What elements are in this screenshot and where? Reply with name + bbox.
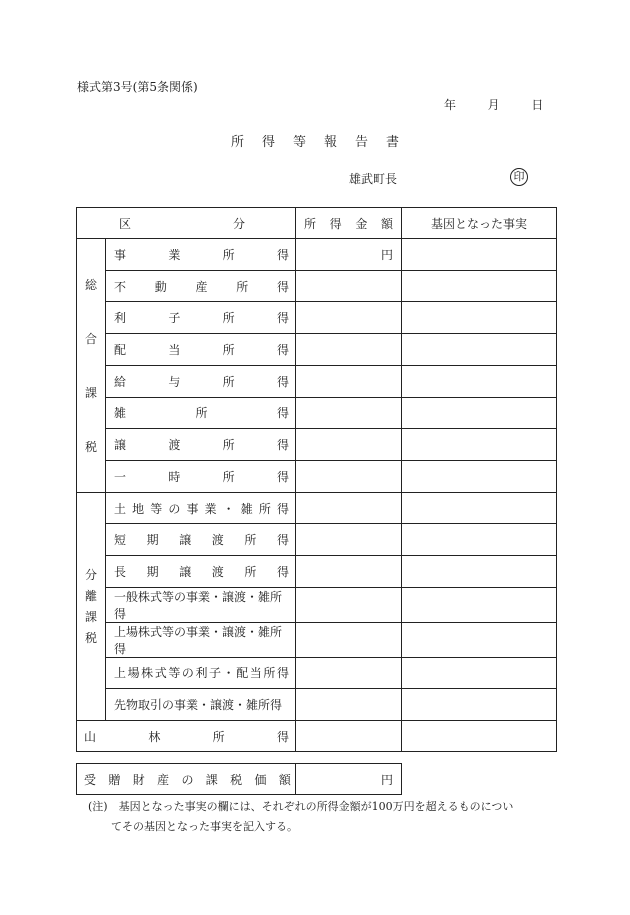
income-row <box>77 397 557 429</box>
sogo-label-char: 課 <box>84 385 97 400</box>
income-type-char: 得 <box>276 279 289 294</box>
gift-label-char: 受 <box>84 772 97 787</box>
income-type-char: 事 <box>114 247 127 262</box>
income-type-char: 雑 <box>114 406 127 421</box>
income-row <box>77 239 557 271</box>
date-day-label: 日 <box>531 98 544 112</box>
gift-label-char: 税 <box>230 772 243 787</box>
income-type-char: ・ <box>222 501 235 516</box>
income-type-label <box>106 657 296 689</box>
header-amount-char: 額 <box>380 216 393 231</box>
income-amount-cell[interactable] <box>296 429 402 461</box>
title-char: 得 <box>261 135 275 150</box>
income-type-char: 場 <box>127 666 140 681</box>
income-type-char: 式 <box>154 666 167 681</box>
sogo-label-char: 税 <box>84 439 97 454</box>
income-type-char: 所 <box>222 311 235 326</box>
income-type-label <box>106 302 296 334</box>
income-type-char: 譲 <box>179 533 192 548</box>
income-type-char: 得 <box>276 469 289 484</box>
reason-cell[interactable] <box>402 622 557 657</box>
income-row <box>77 689 557 721</box>
title-char: 告 <box>355 135 369 150</box>
income-type-char: 一般株式等の事業・譲渡・雑所得 <box>114 589 283 621</box>
income-amount-cell[interactable] <box>296 720 402 752</box>
title-char: 等 <box>292 135 306 150</box>
income-type-char: 得 <box>276 406 289 421</box>
header-amount <box>296 208 402 239</box>
gift-label-char: の <box>181 772 194 787</box>
income-type-char: 期 <box>146 533 159 548</box>
income-type-char: 得 <box>276 343 289 358</box>
reason-cell[interactable] <box>402 720 557 752</box>
income-type-char: 当 <box>249 666 262 681</box>
gift-label-char: 産 <box>157 772 170 787</box>
income-row <box>77 555 557 587</box>
document-title <box>0 131 630 150</box>
seal-mark: 印 <box>510 168 528 186</box>
income-type-char: 産 <box>195 279 208 294</box>
income-type-char: 得 <box>276 564 289 579</box>
income-type-char: 所 <box>222 438 235 453</box>
income-type-char: 配 <box>114 343 127 358</box>
gift-label-char: 課 <box>205 772 218 787</box>
header-category <box>77 208 296 239</box>
title-char: 所 <box>230 135 244 150</box>
sanrin-char: 山 <box>84 729 97 744</box>
income-type-char: 一 <box>114 469 127 484</box>
reason-cell[interactable] <box>402 239 557 271</box>
income-type-char: 得 <box>276 438 289 453</box>
title-char: 書 <box>386 135 400 150</box>
header-reason: 基因となった事実 <box>402 208 557 239</box>
income-type-char: 等 <box>168 666 181 681</box>
income-type-char: 所 <box>244 533 257 548</box>
income-type-label <box>106 334 296 366</box>
sanrin-char: 林 <box>148 729 161 744</box>
addressee: 雄武町長 <box>349 172 398 186</box>
bunri-label-char: 分 <box>84 568 97 583</box>
income-type-char: 上場株式等の事業・譲渡・雑所得 <box>114 624 283 656</box>
table-header-row <box>77 208 557 239</box>
income-type-char: 期 <box>146 564 159 579</box>
reason-cell[interactable] <box>402 365 557 397</box>
income-amount-cell[interactable] <box>296 302 402 334</box>
gift-table <box>76 763 402 795</box>
income-type-char: 不 <box>114 279 127 294</box>
income-type-char: 所 <box>222 469 235 484</box>
income-amount-cell[interactable] <box>296 622 402 657</box>
income-type-label <box>106 365 296 397</box>
form-number: 様式第3号(第5条関係) <box>77 80 198 94</box>
income-type-char: 配 <box>236 666 249 681</box>
sanrin-label <box>77 720 296 752</box>
income-type-char: 得 <box>276 311 289 326</box>
reason-cell[interactable] <box>402 461 557 493</box>
sogo-label-char: 合 <box>84 331 97 346</box>
reason-cell[interactable] <box>402 689 557 721</box>
income-type-char: 給 <box>114 374 127 389</box>
income-row <box>77 302 557 334</box>
gift-label-char: 贈 <box>108 772 121 787</box>
income-row <box>77 461 557 493</box>
income-type-char: 動 <box>154 279 167 294</box>
income-type-char: 利 <box>114 311 127 326</box>
reason-cell[interactable] <box>402 302 557 334</box>
sogo-label-char: 総 <box>84 277 97 292</box>
gift-label <box>77 764 296 795</box>
income-type-char: 雑 <box>240 501 253 516</box>
income-row-sanrin <box>77 720 557 752</box>
income-type-label <box>106 524 296 556</box>
bunri-label-char: 課 <box>84 610 97 625</box>
income-type-char: 得 <box>276 374 289 389</box>
income-amount-cell[interactable] <box>296 492 402 524</box>
note-line-1: (注) 基因となった事実の欄には、それぞれの所得金額が100万円を超えるものについ <box>88 800 514 813</box>
income-type-label <box>106 397 296 429</box>
reason-cell[interactable] <box>402 397 557 429</box>
income-type-char: 時 <box>168 469 181 484</box>
income-amount-cell[interactable] <box>296 524 402 556</box>
reason-cell[interactable] <box>402 492 557 524</box>
header-category-char: 区 <box>119 216 132 231</box>
income-amount-cell[interactable] <box>296 461 402 493</box>
income-type-char: 所 <box>244 564 257 579</box>
header-amount-char: 得 <box>329 216 342 231</box>
income-type-char: 得 <box>276 533 289 548</box>
income-type-char: 渡 <box>168 438 181 453</box>
income-row <box>77 524 557 556</box>
reason-cell[interactable] <box>402 524 557 556</box>
income-type-label <box>106 492 296 524</box>
income-type-char: 利 <box>195 666 208 681</box>
income-type-char: 所 <box>236 279 249 294</box>
income-type-char: 先物取引の事業・譲渡・雑所得 <box>114 697 283 712</box>
sanrin-char: 所 <box>212 729 225 744</box>
income-type-char: 与 <box>168 374 181 389</box>
income-row <box>77 334 557 366</box>
income-type-char: 短 <box>114 533 127 548</box>
income-row <box>77 492 557 524</box>
income-amount-cell[interactable] <box>296 397 402 429</box>
income-type-char: 子 <box>209 666 222 681</box>
income-type-char: 上 <box>114 666 127 681</box>
bunri-label-char: 離 <box>84 589 97 604</box>
income-amount-cell[interactable] <box>296 657 402 689</box>
gift-amount-cell[interactable]: 円 <box>296 764 402 795</box>
income-row <box>77 365 557 397</box>
income-type-char: 得 <box>276 501 289 516</box>
date-line <box>444 96 543 113</box>
income-type-char: 株 <box>141 666 154 681</box>
income-type-char: ・ <box>222 666 235 681</box>
income-type-char: 事 <box>186 501 199 516</box>
income-type-label <box>106 622 296 657</box>
income-type-char: 渡 <box>211 533 224 548</box>
income-type-label <box>106 429 296 461</box>
income-type-char: 所 <box>258 501 271 516</box>
income-type-char: 譲 <box>114 438 127 453</box>
header-amount-char: 所 <box>304 216 317 231</box>
income-type-label <box>106 270 296 302</box>
income-row <box>77 622 557 657</box>
income-row <box>77 587 557 622</box>
bunri-label-char: 税 <box>84 631 97 646</box>
income-amount-cell[interactable] <box>296 555 402 587</box>
income-type-char: 所 <box>222 343 235 358</box>
income-amount-cell[interactable] <box>296 334 402 366</box>
income-type-label <box>106 461 296 493</box>
income-amount-cell[interactable] <box>296 689 402 721</box>
income-type-label <box>106 689 296 721</box>
income-amount-cell[interactable] <box>296 365 402 397</box>
income-type-label <box>106 555 296 587</box>
income-type-char: 所 <box>195 406 208 421</box>
income-type-char: 渡 <box>211 564 224 579</box>
income-type-char: 土 <box>114 501 127 516</box>
income-table <box>76 207 557 752</box>
income-type-char: 地 <box>132 501 145 516</box>
income-type-char: 長 <box>114 564 127 579</box>
date-month-label: 月 <box>487 98 500 112</box>
income-type-label <box>106 239 296 271</box>
income-type-char: 業 <box>168 247 181 262</box>
income-type-char: 所 <box>222 374 235 389</box>
reason-cell[interactable] <box>402 555 557 587</box>
gift-label-char: 財 <box>132 772 145 787</box>
income-type-char: 所 <box>222 247 235 262</box>
reason-cell[interactable] <box>402 587 557 622</box>
income-type-char: 業 <box>204 501 217 516</box>
reason-cell[interactable] <box>402 270 557 302</box>
reason-cell[interactable] <box>402 334 557 366</box>
note-line-2: てその基因となった事実を記入する。 <box>111 820 298 833</box>
income-row <box>77 429 557 461</box>
income-type-char: 得 <box>276 247 289 262</box>
gift-label-char: 価 <box>254 772 267 787</box>
sogo-label <box>77 239 106 493</box>
header-category-char: 分 <box>232 216 245 231</box>
bunri-label <box>77 492 106 720</box>
income-type-char: 所 <box>263 666 276 681</box>
gift-row <box>77 764 402 795</box>
income-row <box>77 270 557 302</box>
sanrin-char: 得 <box>276 729 289 744</box>
reason-cell[interactable] <box>402 657 557 689</box>
reason-cell[interactable] <box>402 429 557 461</box>
income-type-label <box>106 587 296 622</box>
gift-label-char: 額 <box>278 772 291 787</box>
date-year-label: 年 <box>444 98 457 112</box>
income-type-char: 得 <box>276 666 289 681</box>
title-char: 報 <box>324 135 338 150</box>
income-amount-cell[interactable] <box>296 587 402 622</box>
income-row <box>77 657 557 689</box>
income-type-char: の <box>181 666 194 681</box>
income-type-char: 子 <box>168 311 181 326</box>
income-type-char: 等 <box>150 501 163 516</box>
income-amount-cell[interactable]: 円 <box>296 239 402 271</box>
income-amount-cell[interactable] <box>296 270 402 302</box>
income-type-char: 譲 <box>179 564 192 579</box>
income-type-char: の <box>168 501 181 516</box>
income-type-char: 当 <box>168 343 181 358</box>
header-amount-char: 金 <box>355 216 368 231</box>
